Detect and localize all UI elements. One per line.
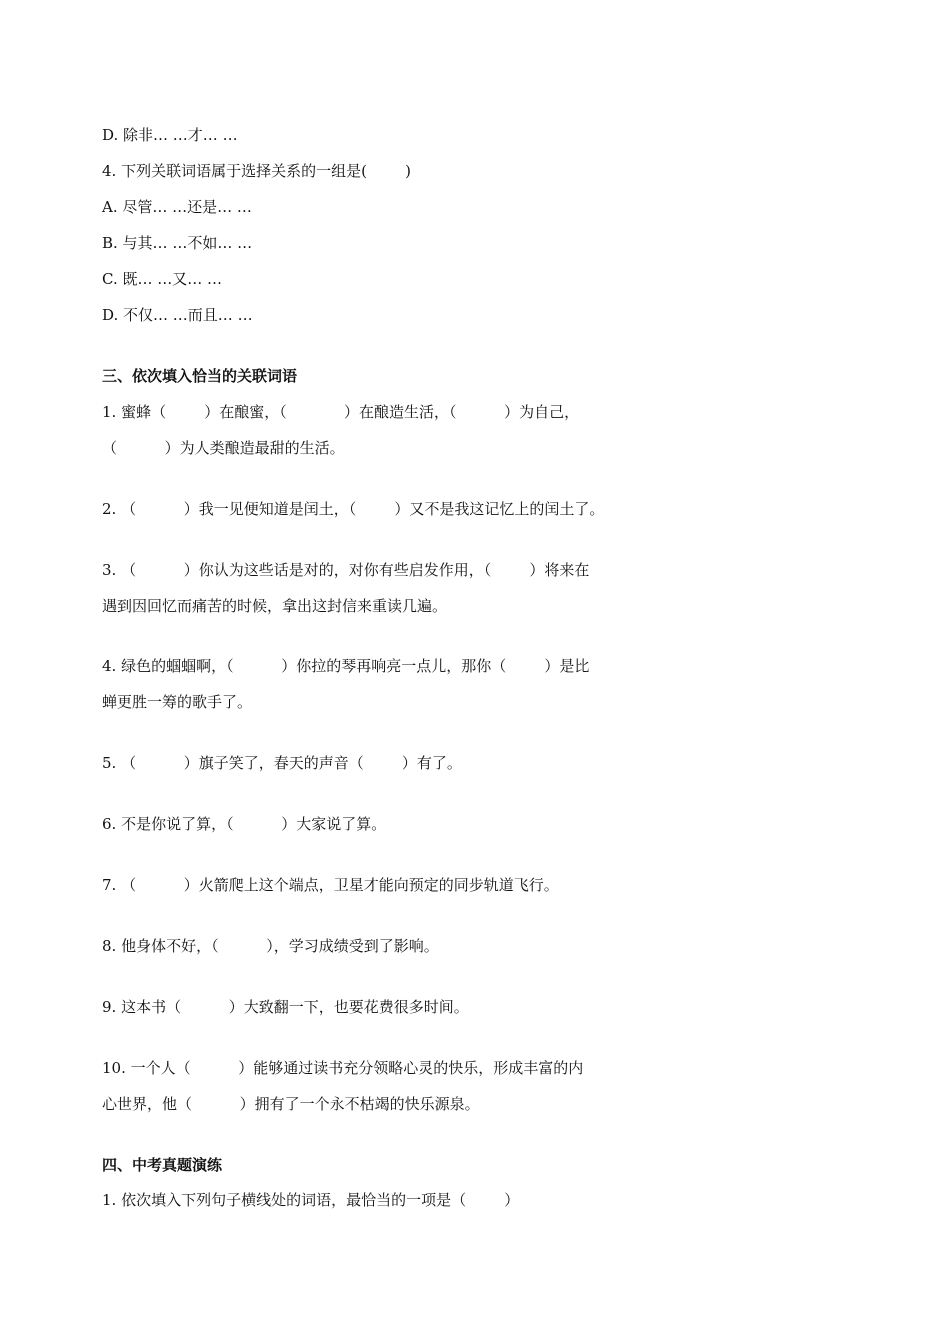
question-4-stem: 4. 下列关联词语属于选择关系的一组是( ) [102, 162, 411, 180]
section-4-question-1: 1. 依次填入下列句子横线处的词语，最恰当的一项是（ ） [102, 1191, 520, 1209]
fill-item-line: 遇到因回忆而痛苦的时候，拿出这封信来重读几遍。 [102, 597, 448, 615]
q4-option-b: B. 与其… …不如… … [102, 234, 253, 252]
fill-item-line: 9. 这本书（ ）大致翻一下，也要花费很多时间。 [102, 998, 469, 1016]
fill-item-line: （ ）为人类酿造最甜的生活。 [102, 439, 345, 457]
q4-option-d: D. 不仅… …而且… … [102, 306, 253, 324]
fill-item-line: 5. （ ）旗子笑了，春天的声音（ ）有了。 [102, 754, 462, 772]
q4-option-c: C. 既… …又… … [102, 270, 223, 288]
section-4-heading: 四、中考真题演练 [102, 1156, 223, 1174]
fill-item-line: 2. （ ）我一见便知道是闰土，（ ）又不是我这记忆上的闰土了。 [102, 500, 605, 518]
q4-option-a: A. 尽管… …还是… … [102, 198, 252, 216]
fill-item-line: 蝉更胜一筹的歌手了。 [102, 693, 253, 711]
q3-option-d: D. 除非… …才… … [102, 126, 238, 144]
fill-item-line: 心世界，他（ ）拥有了一个永不枯竭的快乐源泉。 [102, 1095, 480, 1113]
fill-item-line: 6. 不是你说了算，（ ）大家说了算。 [102, 815, 387, 833]
section-3-heading: 三、依次填入恰当的关联词语 [102, 367, 298, 385]
fill-item-line: 4. 绿色的蝈蝈啊，（ ）你拉的琴再响亮一点儿，那你（ ）是比 [102, 657, 590, 675]
fill-item-line: 10. 一个人（ ）能够通过读书充分领略心灵的快乐，形成丰富的内 [102, 1059, 584, 1077]
fill-item-line: 7. （ ）火箭爬上这个端点，卫星才能向预定的同步轨道飞行。 [102, 876, 559, 894]
fill-item-line: 8. 他身体不好，（ ），学习成绩受到了影响。 [102, 937, 439, 955]
fill-item-line: 3. （ ）你认为这些话是对的，对你有些启发作用，（ ）将来在 [102, 561, 590, 579]
fill-item-line: 1. 蜜蜂（ ）在酿蜜，（ ）在酿造生活，（ ）为自己， [102, 403, 580, 421]
